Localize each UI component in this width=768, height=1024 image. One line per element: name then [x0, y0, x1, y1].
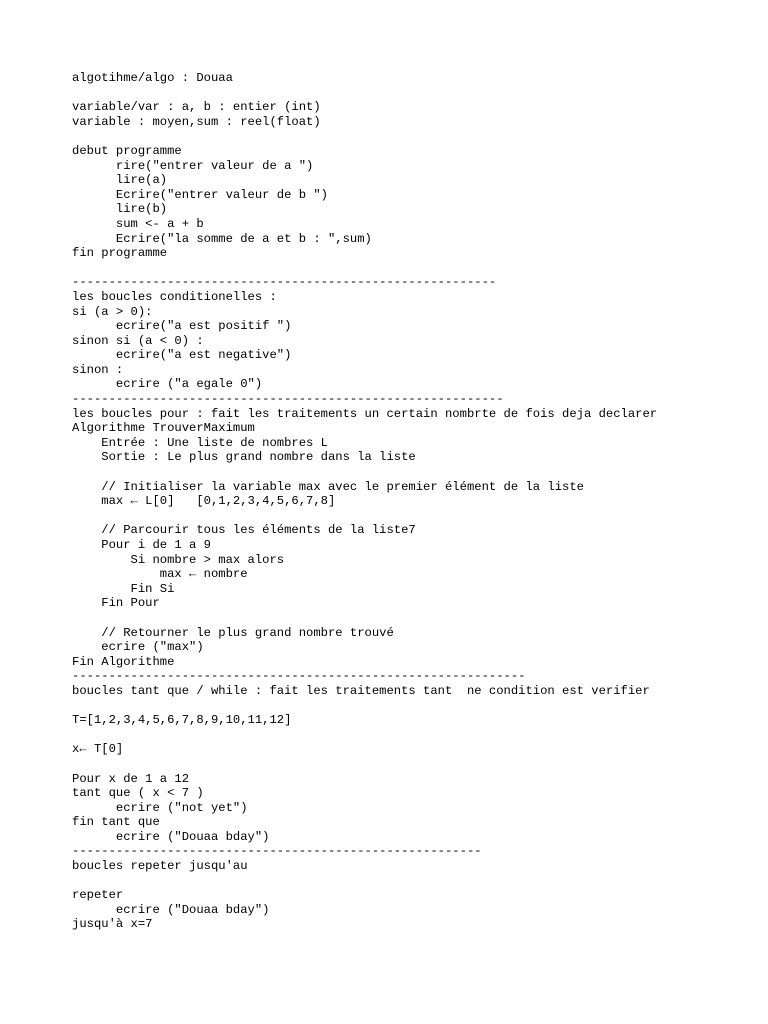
text-line: fin programme	[72, 246, 168, 261]
text-line: x← T[0]	[72, 742, 124, 757]
blank-line	[72, 261, 762, 276]
text-line: lire(a)	[72, 173, 168, 188]
text-line: max ← nombre	[72, 567, 248, 582]
text-line: Sortie : Le plus grand nombre dans la liste	[72, 450, 416, 465]
document-body	[72, 71, 762, 932]
text-line: Ecrire("entrer valeur de b ")	[72, 187, 328, 202]
text-line: ecrire("a est negative")	[72, 348, 292, 363]
text-line: ----------------------------------------------------------	[72, 275, 497, 290]
text-line: ecrire("a est positif ")	[72, 319, 292, 334]
text-line: sinon :	[72, 362, 124, 377]
text-line: // Initialiser la variable max avec le premier élément de la liste	[72, 479, 584, 494]
text-line: --------------------------------------------------------	[72, 844, 482, 859]
text-line: algotihme/algo : Douaa	[72, 71, 233, 85]
text-line: repeter	[72, 888, 124, 903]
text-line: variable/var : a, b : entier (int)	[72, 100, 321, 115]
blank-line	[72, 611, 762, 626]
text-line: boucles tant que / while : fait les traitements tant ne condition est verifier	[72, 683, 650, 698]
text-line: Fin Pour	[72, 596, 160, 611]
text-line: les boucles conditionelles :	[72, 289, 277, 304]
text-line: ecrire ("Douaa bday")	[72, 902, 270, 917]
text-line: Entrée : Une liste de nombres L	[72, 435, 328, 450]
text-line: Fin Algorithme	[72, 654, 175, 669]
text-line: boucles repeter jusqu'au	[72, 859, 248, 874]
text-line: Pour x de 1 a 12	[72, 771, 190, 786]
text-line: Ecrire("la somme de a et b : ",sum)	[72, 231, 372, 246]
text-line: Pour i de 1 a 9	[72, 538, 211, 552]
text-line: // Parcourir tous les éléments de la liste7	[72, 523, 416, 538]
blank-line	[72, 874, 762, 889]
text-line: ecrire ("not yet")	[72, 800, 248, 815]
text-line: Fin Si	[72, 581, 175, 596]
text-line: T=[1,2,3,4,5,6,7,8,9,10,11,12]	[72, 713, 292, 728]
text-line: les boucles pour : fait les traitements un certain nombrte de fois deja declarer	[72, 406, 658, 421]
text-line: variable : moyen,sum : reel(float)	[72, 114, 321, 129]
text-line: tant que ( x < 7 )	[72, 786, 204, 801]
text-line: Algorithme TrouverMaximum	[72, 421, 255, 436]
text-line: ecrire ("max")	[72, 640, 204, 655]
text-line: si (a > 0):	[72, 304, 153, 319]
text-line: lire(b)	[72, 202, 168, 217]
blank-line	[72, 129, 762, 144]
blank-line	[72, 757, 762, 772]
text-line: rire("entrer valeur de a ")	[72, 158, 314, 173]
blank-line	[72, 509, 762, 524]
text-line: ecrire ("a egale 0")	[72, 377, 263, 392]
blank-line	[72, 86, 762, 101]
text-line: max ← L[0] [0,1,2,3,4,5,6,7,8]	[72, 494, 336, 509]
text-line: sum <- a + b	[72, 216, 204, 231]
text-line: Si nombre > max alors	[72, 552, 285, 567]
text-line: debut programme	[72, 143, 182, 158]
text-line: fin tant que	[72, 815, 160, 830]
blank-line	[72, 699, 762, 714]
blank-line	[72, 465, 762, 480]
text-line: // Retourner le plus grand nombre trouvé	[72, 625, 394, 640]
text-line: jusqu'à x=7	[72, 917, 153, 932]
blank-line	[72, 728, 762, 743]
text-line: -----------------------------------------------------------	[72, 392, 504, 407]
text-line: --------------------------------------------------------------	[72, 669, 526, 684]
text-line: sinon si (a < 0) :	[72, 333, 204, 348]
text-line: ecrire ("Douaa bday")	[72, 829, 270, 844]
